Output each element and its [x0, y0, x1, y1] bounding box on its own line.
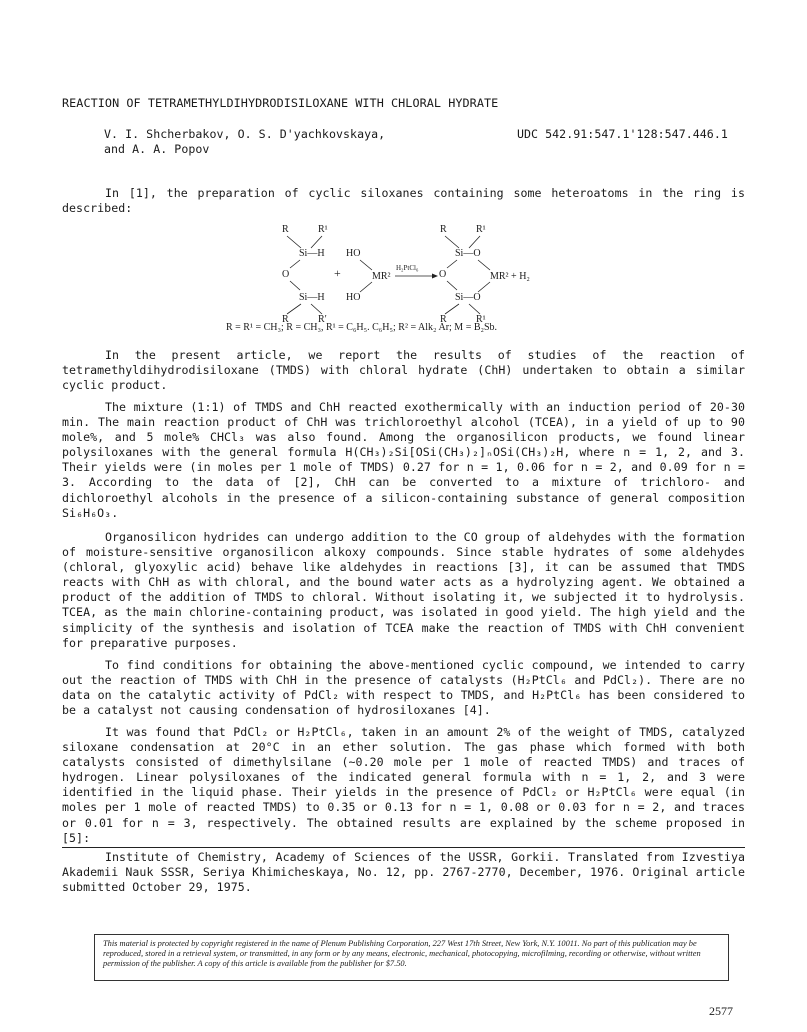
- body-paragraph-2: [62, 348, 745, 393]
- scheme-r-top-right: R: [440, 224, 447, 235]
- scheme-plus: +: [334, 266, 341, 280]
- scheme-r-top-left: R: [282, 224, 289, 235]
- footer-divider: [62, 847, 745, 848]
- page-number: 2577: [709, 1004, 733, 1018]
- authors: [104, 127, 385, 157]
- scheme-o-right: O: [439, 269, 447, 280]
- paragraph-6-text: It was found that PdCl₂ or H₂PtCl₆, taken in an amount 2% of the weight of TMDS, catalyzed siloxane condensation at 20°C in an ether solution. The gas phase which formed with both catalysts consisted of dimethylsilane (~0.20 mole per 1 mole of reacted TMDS) and traces of hydrogen. Linear polysiloxanes of the indicated general formula with n = 1, 2, and 3 were identified in the liquid phase. Their yields in the presence of PdCl₂ or H₂PtCl₆ were equal (in moles per 1 mole of reacted TMDS) to 0.35 or 0.13 for n = 1, 0.08 or 0.03 for n = 2, and traces or 0.01 for n = 3, respectively. The obtained results are explained by the scheme proposed in [5]:: [62, 725, 745, 845]
- scheme-mr2: MR²: [372, 271, 391, 282]
- scheme-mr2-h2: MR² + H₂: [490, 271, 530, 282]
- body-paragraph-4: [62, 530, 745, 651]
- paragraph-2-text: In the present article, we report the results of studies of the reaction of tetramethyldihydrodisiloxane (TMDS) with chloral hydrate (ChH) undertaken to obtain a similar cyclic product.: [62, 348, 745, 393]
- scheme-catalyst: H₂PtCl₆: [396, 264, 419, 272]
- udc-code: UDC 542.91:547.1'128:547.446.1: [517, 127, 728, 141]
- scheme-r1-top-right: R¹: [476, 224, 486, 235]
- scheme-legend: R = R¹ = CH₃; R = CH₃, R¹ = C₆H₅. C₆H₅; R² = Alk₂ Ar; M = B₂Sb.: [226, 322, 498, 333]
- reaction-scheme: [262, 224, 562, 334]
- scheme-si-o-top: Si—O: [455, 248, 481, 259]
- authors-line-2: and A. A. Popov: [104, 142, 210, 157]
- body-paragraph-3: [62, 400, 745, 521]
- copyright-notice: This material is protected by copyright registered in the name of Plenum Publishing Corporation, 227 West 17th Street, New York, N.Y. 10011. No part of this publication may be reproduced, stored in a retrieval system, or transmitted, in any form or by any means, electronic, mechanical, photocopying, microfilming, recording or otherwise, without written permission of the publisher. A copy of this article is available from the publisher for $7.50.: [94, 934, 729, 981]
- scheme-r-bottom-right: R: [440, 314, 447, 325]
- body-paragraph-5: [62, 658, 745, 718]
- scheme-ho-top: HO: [346, 248, 361, 259]
- authors-line-1: V. I. Shcherbakov, O. S. D'yachkovskaya,: [104, 127, 386, 141]
- paragraph-1: In [1], the preparation of cyclic siloxanes containing some heteroatoms in the ring is described:: [62, 186, 745, 216]
- scheme-ho-bottom: HO: [346, 292, 361, 303]
- scheme-r1-bottom-right: R¹: [476, 314, 486, 325]
- scheme-r1-top-left: R¹: [318, 224, 328, 235]
- article-title: REACTION OF TETRAMETHYLDIHYDRODISILOXANE WITH CHLORAL HYDRATE: [62, 96, 499, 110]
- scheme-o-left: O: [282, 269, 290, 280]
- scheme-si-o-bottom: Si—O: [455, 292, 481, 303]
- paragraph-4-text: Organosilicon hydrides can undergo addition to the CO group of aldehydes with the formation of moisture-sensitive organosilicon alkoxy compounds. Since stable hydrates of some aldehydes (chloral, glyoxylic acid) behave like aldehydes in reactions [3], it can be assumed that TMDS reacts with ChH as with chloral, and the bound water acts as a hydrolyzing agent. We obtained a product of the addition of TMDS to chloral. Without isolating it, we subjected it to hydrolysis. TCEA, as the main chlorine-containing product, was isolated in good yield. The high yield and the simplicity of the synthesis and isolation of TCEA make the reaction of TMDS with ChH convenient for preparative purposes.: [62, 530, 745, 650]
- paragraph-5-text: To find conditions for obtaining the above-mentioned cyclic compound, we intended to carry out the reaction of TMDS with ChH in the presence of catalysts (H₂PtCl₆ and PdCl₂). There are no data on the catalytic activity of PdCl₂ with respect to TMDS, and H₂PtCl₆ has been considered to be a catalyst not causing condensation of hydrosiloxanes [4].: [62, 658, 745, 718]
- intro-paragraph: [62, 186, 745, 216]
- scheme-rprime-bottom: R′: [318, 314, 327, 325]
- scheme-si-h-top: Si—H: [299, 248, 325, 259]
- scheme-r-bottom-left: R: [282, 314, 289, 325]
- body-paragraph-6: [62, 725, 745, 846]
- paragraph-3-text: The mixture (1:1) of TMDS and ChH reacted exothermically with an induction period of 20-30 min. The main reaction product of ChH was trichloroethyl alcohol (TCEA), in a yield of up to 90 mole%, and 5 mole% CHCl₃ was also found. Among the organosilicon products, we found linear polysiloxanes with the general formula H(CH₃)₂Si[OSi(CH₃)₂]ₙOSi(CH₃)₂H, where n = 1, 2, and 3. Their yields were (in moles per 1 mole of TMDS) 0.27 for n = 1, 0.06 for n = 2, and 0.09 for n = 3. According to the data of [2], ChH can be converted to a mixture of trichloro- and dichloroethyl alcohols in the presence of a silicon-containing substance of general composition Si₆H₆O₃.: [62, 400, 745, 520]
- institute-note: Institute of Chemistry, Academy of Sciences of the USSR, Gorkii. Translated from Izvestiya Akademii Nauk SSSR, Seriya Khimicheskaya, No. 12, pp. 2767-2770, December, 1976. Original article submitted October 29, 1975.: [62, 850, 745, 895]
- scheme-si-h-bottom: Si—H: [299, 292, 325, 303]
